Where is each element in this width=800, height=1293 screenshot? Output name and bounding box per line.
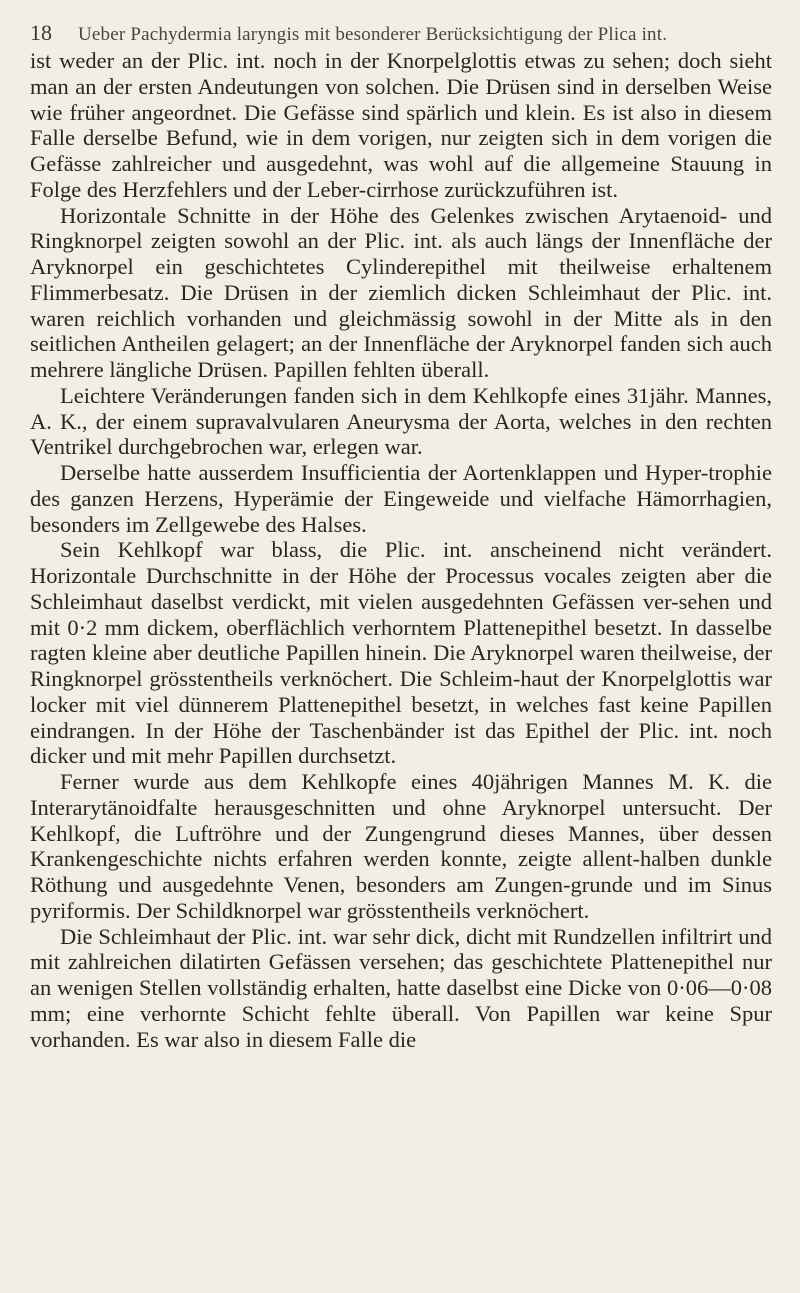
page-number: 18 [30,20,52,45]
paragraph-6: Ferner wurde aus dem Kehlkopfe eines 40jährigen Mannes M. K. die Interarytänoidfalte herausgeschnitten und ohne Aryknorpel untersucht. Der Kehlkopf, die Luftröhre und der Zungengrund dieses Mannes, über dessen Krankengeschichte nichts erfahren werden konnte, zeigte allent-halben dunkle Röthung und ausgedehnte Venen, besonders am Zungen-grunde und im Sinus pyriformis. Der Schildknorpel war grösstentheils verknöchert. [30,769,772,923]
running-head [30,20,775,50]
paragraph-5: Sein Kehlkopf war blass, die Plic. int. anscheinend nicht verändert. Horizontale Durchschnitte in der Höhe der Processus vocales zeigten aber die Schleimhaut daselbst verdickt, mit vielen ausgedehnten Gefässen ver-sehen und mit 0·2 mm dickem, oberflächlich verhorntem Plattenepithel besetzt. In dasselbe ragten kleine aber deutliche Papillen hinein. Die Aryknorpel waren theilweise, der Ringknorpel grösstentheils verknöchert. Die Schleim-haut der Knorpelglottis war locker mit viel dünnerem Plattenepithel besetzt, in welches fast keine Papillen eindrangen. In der Höhe der Taschenbänder ist das Epithel der Plic. int. noch dicker und mit mehr Papillen durchsetzt. [30,537,772,769]
paragraph-4: Derselbe hatte ausserdem Insufficientia der Aortenklappen und Hyper-trophie des ganzen Herzens, Hyperämie der Eingeweide und vielfache Hämorrhagien, besonders im Zellgewebe des Halses. [30,460,772,537]
paragraph-3: Leichtere Veränderungen fanden sich in dem Kehlkopfe eines 31jähr. Mannes, A. K., der einem supravalvularen Aneurysma der Aorta, welches in den rechten Ventrikel durchgebrochen war, erlegen war. [30,382,772,460]
paragraph-7: Die Schleimhaut der Plic. int. war sehr dick, dicht mit Rundzellen infiltrirt und mit zahlreichen dilatirten Gefässen versehen; das geschichtete Plattenepithel nur an wenigen Stellen vollständig erhalten, hatte daselbst eine Dicke von 0·06—0·08 mm; eine verhornte Schicht fehlte überall. Von Papillen war keine Spur vorhanden. Es war also in diesem Falle die [30,923,772,1052]
paragraph-1: ist weder an der Plic. int. noch in der Knorpelglottis etwas zu sehen; doch sieht man an der ersten Andeutungen von solchen. Die Drüsen sind in derselben Weise wie früher angeordnet. Die Gefässe sind spärlich und klein. Es ist also in diesem Falle derselbe Befund, wie in dem vorigen, nur zeigten sich in dem vorigen die Gefässe zahlreicher und ausgedehnt, was wohl auf die allgemeine Stauung in Folge des Herzfehlers und der Leber-cirrhose zurückzuführen ist. [30,48,772,202]
running-title: Ueber Pachydermia laryngis mit besonderer Berücksichtigung der Plica int. [78,24,668,45]
paragraph-2: Horizontale Schnitte in der Höhe des Gelenkes zwischen Arytaenoid- und Ringknorpel zeigten sowohl an der Plic. int. als auch längs der Innenfläche der Aryknorpel ein geschichtetes Cylinderepithel mit theilweise erhaltenem Flimmerbesatz. Die Drüsen in der ziemlich dicken Schleimhaut der Plic. int. waren reichlich vorhanden und gleichmässig sowohl in der Mitte als in den seitlichen Antheilen gelagert; an der Innenfläche der Aryknorpel fanden sich auch mehrere längliche Drüsen. Papillen fehlten überall. [30,202,772,382]
body-text [30,48,772,1052]
